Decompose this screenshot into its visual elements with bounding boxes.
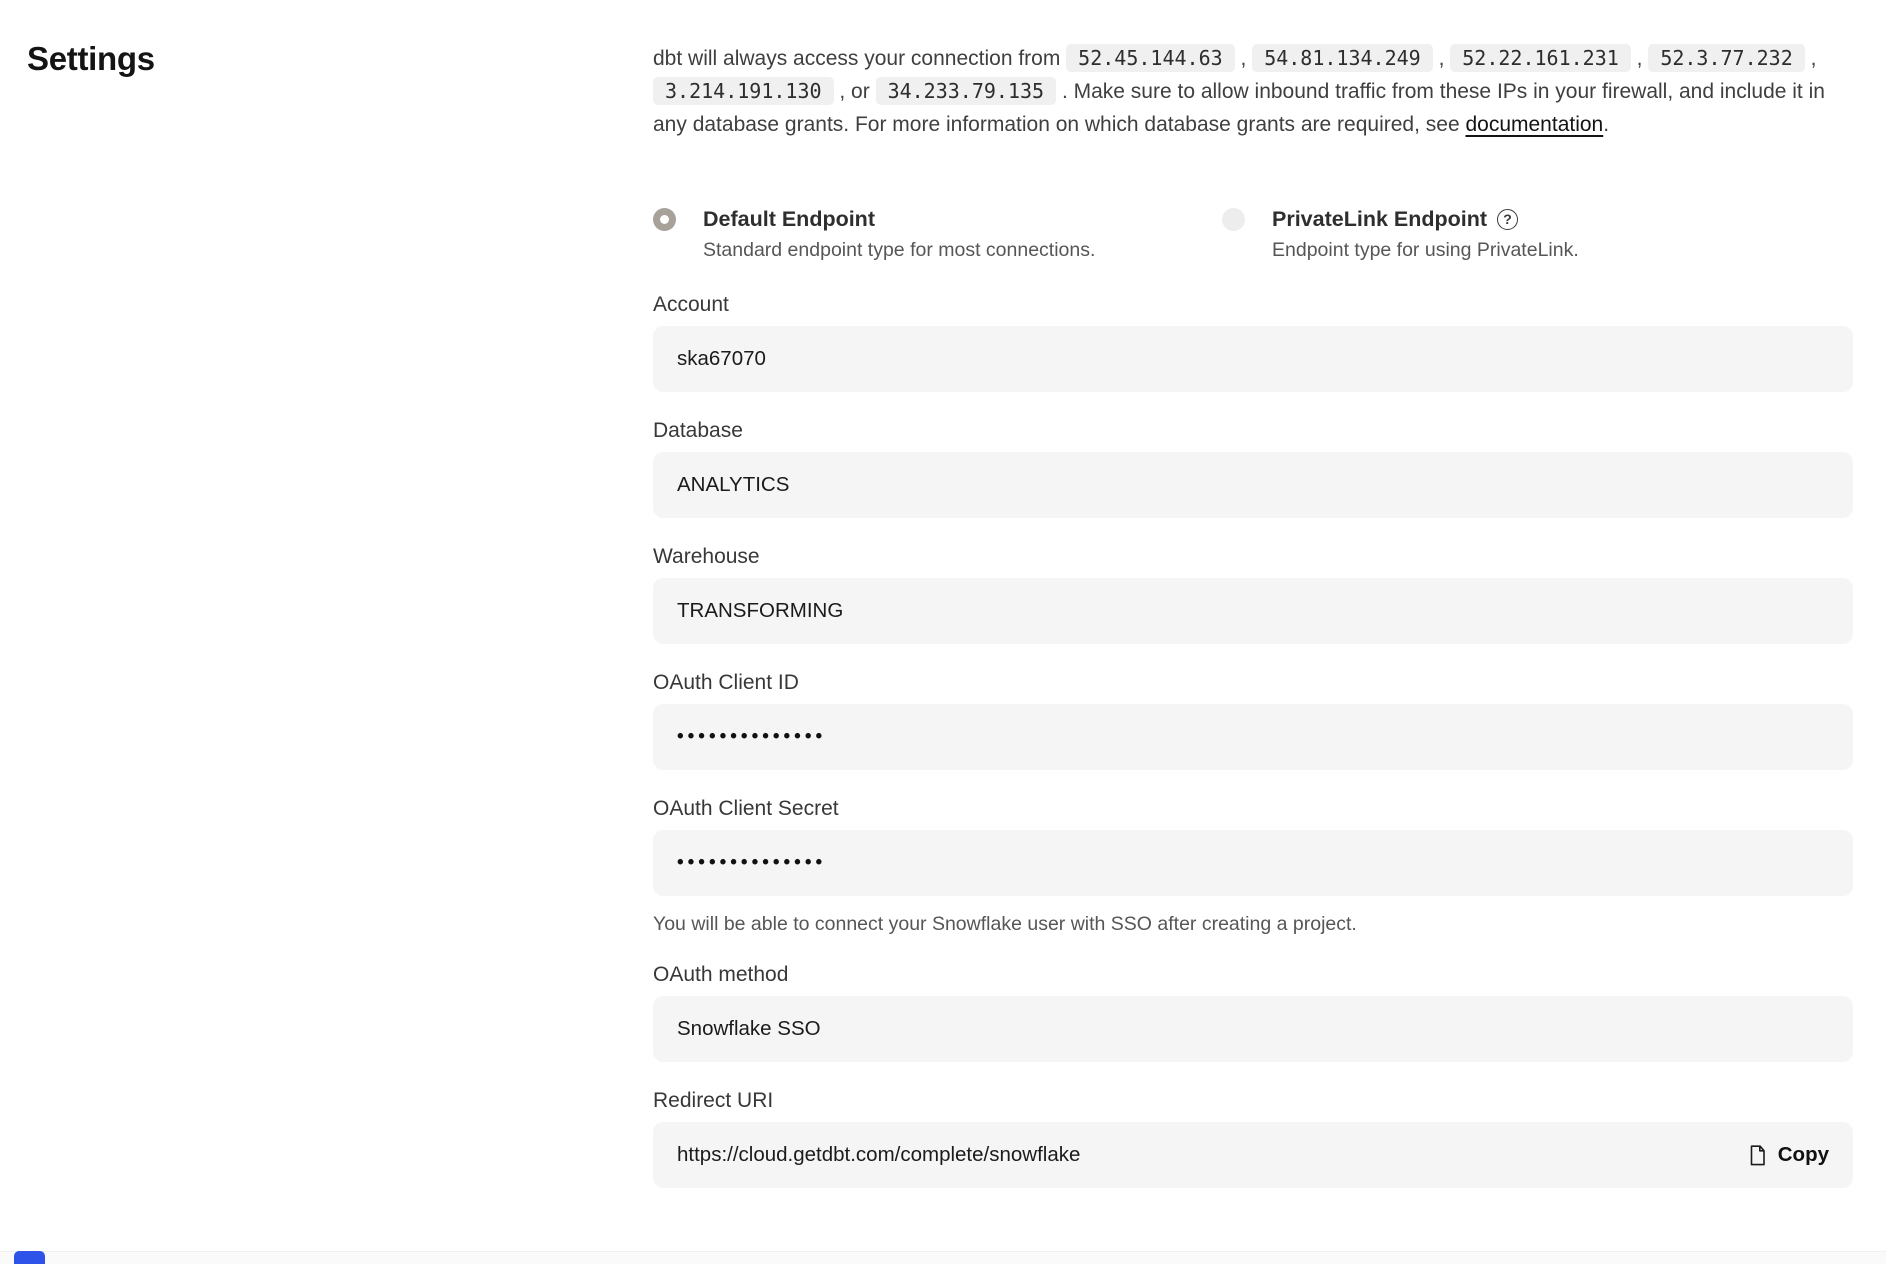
ip-address-chip: 3.214.191.130 [653, 77, 834, 105]
question-circle-icon[interactable]: ? [1497, 209, 1518, 230]
text-input[interactable] [653, 996, 1853, 1062]
input-value: Snowflake SSO [677, 1017, 821, 1040]
endpoint-option-label: PrivateLink Endpoint [1272, 207, 1488, 231]
input-value: TRANSFORMING [677, 599, 844, 622]
field-redirect-uri [653, 1089, 1853, 1188]
field-label: Database [653, 419, 743, 442]
field-account [653, 293, 1853, 392]
field-label: OAuth method [653, 963, 789, 986]
ip-allowlist-notice: dbt will always access your connection from 52.45.144.63 , 54.81.134.249 , 52.22.161.231 , 52.3.77.232 , 3.214.191.130 , or 34.233.79.135 . Make sure to allow inbound traffic from these IPs in your firewall, and include it in any database grants. For more information on which database grants are required, see documentation. [653, 46, 1825, 136]
field-oauth-method [653, 963, 1853, 1062]
input-value: •••••••••••••• [677, 852, 827, 873]
field-oauth-client-id [653, 671, 1853, 770]
field-label: OAuth Client Secret [653, 797, 839, 820]
text-input[interactable] [653, 326, 1853, 392]
field-label: Account [653, 293, 729, 316]
field-label: Warehouse [653, 545, 760, 568]
endpoint-option-description: Endpoint type for using PrivateLink. [1272, 239, 1579, 261]
radio-button-icon[interactable] [653, 208, 676, 231]
ip-address-chip: 52.22.161.231 [1450, 44, 1631, 72]
bottom-divider [0, 1251, 1886, 1264]
input-value: ANALYTICS [677, 473, 790, 496]
endpoint-option-description: Standard endpoint type for most connections. [703, 239, 1096, 261]
copy-button-label: Copy [1777, 1143, 1829, 1166]
endpoint-type-radio-group [653, 205, 1853, 262]
text-input[interactable] [653, 1122, 1853, 1188]
endpoint-option-default[interactable] [653, 205, 1222, 262]
radio-button-icon[interactable] [1222, 208, 1245, 231]
field-database [653, 419, 1853, 518]
ip-address-chip: 54.81.134.249 [1252, 44, 1433, 72]
field-helper-text: You will be able to connect your Snowflake user with SSO after creating a project. [653, 913, 1357, 935]
connection-form [653, 293, 1853, 1188]
input-value: •••••••••••••• [677, 726, 827, 747]
input-value: ska67070 [677, 347, 766, 370]
text-input[interactable] [653, 452, 1853, 518]
text-input[interactable] [653, 704, 1853, 770]
endpoint-option-privatelink[interactable] [1222, 205, 1853, 262]
text-input[interactable] [653, 578, 1853, 644]
page-title: Settings [27, 40, 155, 77]
chat-widget-fragment[interactable] [14, 1251, 45, 1264]
ip-address-chip: 34.233.79.135 [876, 77, 1057, 105]
copy-button[interactable] [1748, 1143, 1829, 1167]
field-label: OAuth Client ID [653, 671, 799, 694]
copy-page-icon [1748, 1144, 1767, 1167]
field-label: Redirect URI [653, 1089, 774, 1112]
field-oauth-client-secret [653, 797, 1853, 936]
text-input[interactable] [653, 830, 1853, 896]
field-warehouse [653, 545, 1853, 644]
ip-address-chip: 52.45.144.63 [1066, 44, 1235, 72]
endpoint-option-label: Default Endpoint [703, 207, 875, 231]
input-value: https://cloud.getdbt.com/complete/snowflake [677, 1143, 1081, 1166]
ip-address-chip: 52.3.77.232 [1648, 44, 1804, 72]
connection-settings-panel [653, 42, 1853, 1188]
documentation-link[interactable]: documentation [1465, 113, 1604, 136]
